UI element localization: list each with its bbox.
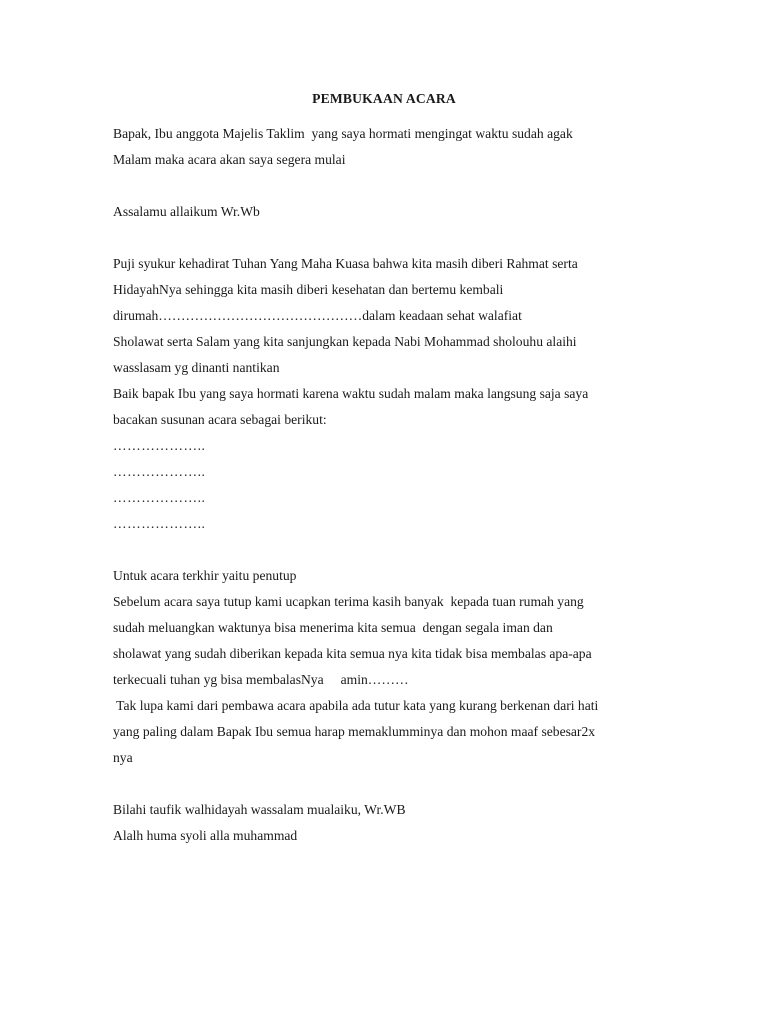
closing-line: Alalh huma syoli alla muhammad <box>113 828 298 843</box>
paragraph-line: Sholawat serta Salam yang kita sanjungkan kepada Nabi Mohammad sholouhu alaihi <box>113 334 577 349</box>
closing-line: Bilahi taufik walhidayah wassalam mualaiku, Wr.WB <box>113 802 406 817</box>
paragraph-line: Baik bapak Ibu yang saya hormati karena waktu sudah malam maka langsung saja saya <box>113 386 589 401</box>
agenda-placeholder: ……………….. <box>113 516 206 531</box>
paragraph-line: Puji syukur kehadirat Tuhan Yang Maha Kuasa bahwa kita masih diberi Rahmat serta <box>113 256 578 271</box>
paragraph-line: yang paling dalam Bapak Ibu semua harap memaklumminya dan mohon maaf sebesar2x <box>113 724 596 739</box>
paragraph-line: nya <box>113 750 133 765</box>
paragraph-line: sholawat yang sudah diberikan kepada kita semua nya kita tidak bisa membalas apa-apa <box>113 646 592 661</box>
paragraph-line: wasslasam yg dinanti nantikan <box>113 360 280 375</box>
paragraph-line: dirumah………………………………………dalam keadaan sehat walafiat <box>113 308 522 323</box>
document-title: PEMBUKAAN ACARA <box>312 91 456 106</box>
paragraph-line: Untuk acara terkhir yaitu penutup <box>113 568 297 583</box>
paragraph-line: HidayahNya sehingga kita masih diberi kesehatan dan bertemu kembali <box>113 282 504 297</box>
paragraph-line: Malam maka acara akan saya segera mulai <box>113 152 346 167</box>
paragraph-line: sudah meluangkan waktunya bisa menerima kita semua dengan segala iman dan <box>113 620 553 635</box>
agenda-placeholder: ……………….. <box>113 464 206 479</box>
paragraph-line: Tak lupa kami dari pembawa acara apabila ada tutur kata yang kurang berkenan dari hati <box>113 698 599 713</box>
agenda-placeholder: ……………….. <box>113 490 206 505</box>
paragraph-line: Sebelum acara saya tutup kami ucapkan terima kasih banyak kepada tuan rumah yang <box>113 594 584 609</box>
agenda-placeholder: ……………….. <box>113 438 206 453</box>
paragraph-line: bacakan susunan acara sebagai berikut: <box>113 412 327 427</box>
paragraph-line: Bapak, Ibu anggota Majelis Taklim yang saya hormati mengingat waktu sudah agak <box>113 126 573 141</box>
paragraph-line: terkecuali tuhan yg bisa membalasNya amin……… <box>113 672 409 687</box>
greeting-line: Assalamu allaikum Wr.Wb <box>113 204 260 219</box>
